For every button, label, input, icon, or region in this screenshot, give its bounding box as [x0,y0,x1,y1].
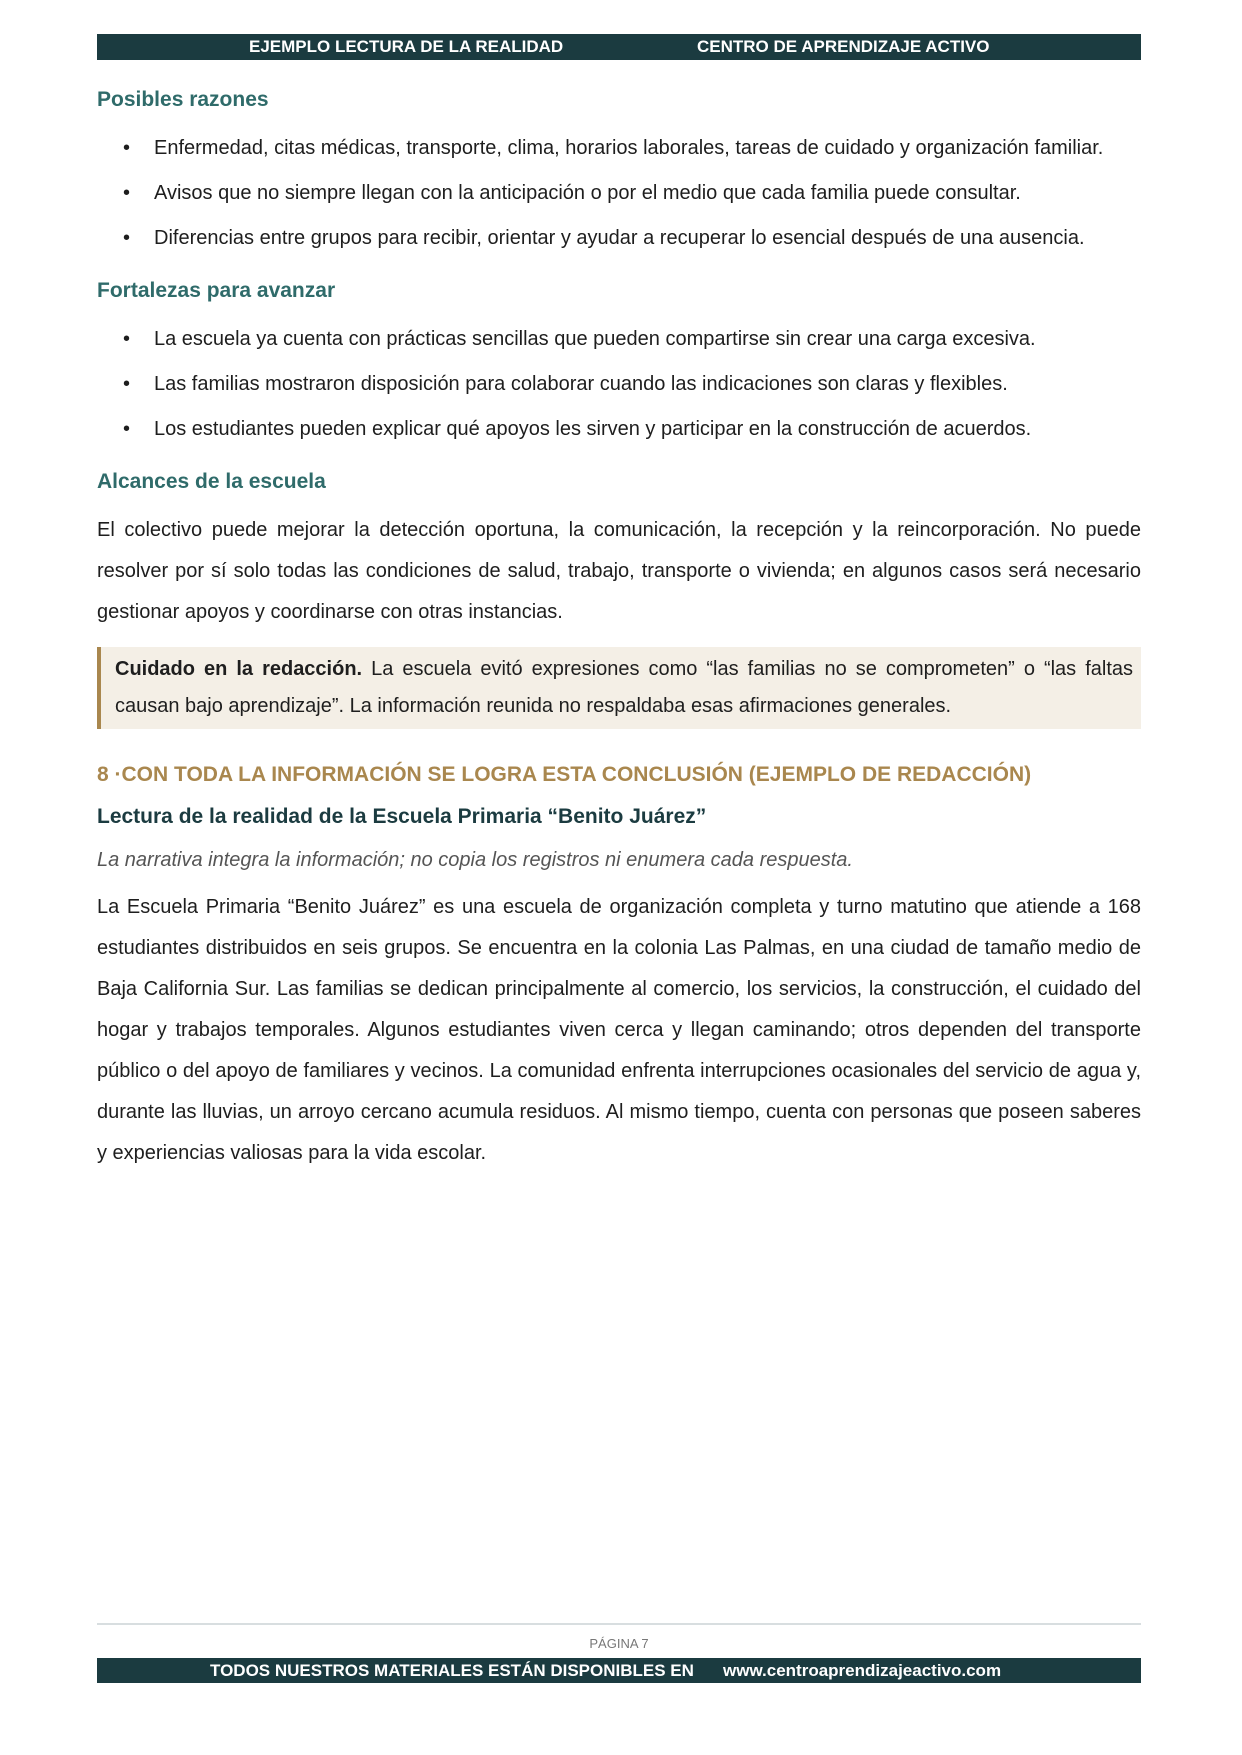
page-content [97,88,1141,1174]
section-title-razones: Posibles razones [97,88,269,111]
list-item: • Enfermedad, citas médicas, transporte, clima, horarios laborales, tareas de cuidado y organización familiar. [97,130,1141,167]
header-bar [97,34,1141,60]
section-title-fortalezas: Fortalezas para avanzar [97,279,336,302]
page-number: PÁGINA 7 [589,1636,649,1651]
list-item: • Avisos que no siempre llegan con la anticipación o por el medio que cada familia puede consultar. [97,175,1141,212]
list-item: • La escuela ya cuenta con prácticas sencillas que pueden compartirse sin crear una carga excesiva. [97,321,1141,358]
list-item: • Las familias mostraron disposición para colaborar cuando las indicaciones son claras y flexibles. [97,366,1141,403]
header-left-title: EJEMPLO LECTURA DE LA REALIDAD [249,37,564,56]
conclusion-paragraph: La Escuela Primaria “Benito Juárez” es una escuela de organización completa y turno matutino que atiende a 168 estudiantes distribuidos en seis grupos. Se encuentra en la colonia Las Palmas, en una ciudad de tamaño medio de Baja California Sur. Las familias se dedican principalmente al comercio, los servicios, la construcción, el cuidado del hogar y trabajos temporales. Algunos estudiantes viven cerca y llegan caminando; otros dependen del transporte público o del apoyo de familiares y vecinos. La comunidad enfrenta interrupciones ocasionales del servicio de agua y, durante las lluvias, un arroyo cercano acumula residuos. Al mismo tiempo, cuenta con personas que poseen saberes y experiencias valiosas para la vida escolar. [97,896,1141,1164]
callout-text: La escuela evitó expresiones como “las familias no se comprometen” o “las faltas causan bajo aprendizaje”. La información reunida no respaldaba esas afirmaciones generales. [115,658,1134,717]
header-right-title: CENTRO DE APRENDIZAJE ACTIVO [697,37,990,56]
list-fortalezas [97,321,1141,448]
footer-bar [97,1658,1141,1683]
section-title-alcances: Alcances de la escuela [97,470,326,493]
conclusion-subheading: Lectura de la realidad de la Escuela Primaria “Benito Juárez” [97,805,707,828]
section-heading-conclusion: 8 ·CON TODA LA INFORMACIÓN SE LOGRA ESTA CONCLUSIÓN (EJEMPLO DE REDACCIÓN) [97,763,1032,786]
conclusion-lead: La narrativa integra la información; no copia los registros ni enumera cada respuesta. [97,849,853,871]
alcances-paragraph: El colectivo puede mejorar la detección oportuna, la comunicación, la recepción y la reincorporación. No puede resolver por sí solo todas las condiciones de salud, trabajo, transporte o vivienda; en algunos casos será necesario gestionar apoyos y coordinarse con otras instancias. [97,519,1141,623]
list-item: • Diferencias entre grupos para recibir, orientar y ayudar a recuperar lo esencial después de una ausencia. [97,220,1141,257]
footer-website-link[interactable]: www.centroaprendizajeactivo.com [723,1661,1002,1680]
list-razones [97,130,1141,257]
callout-label: Cuidado en la redacción. [115,658,363,680]
callout-note [97,647,1141,729]
footer-left-text: TODOS NUESTROS MATERIALES ESTÁN DISPONIBLES EN [210,1661,694,1680]
list-item: • Los estudiantes pueden explicar qué apoyos les sirven y participar en la construcción de acuerdos. [97,411,1141,448]
footer-divider [97,1623,1141,1625]
